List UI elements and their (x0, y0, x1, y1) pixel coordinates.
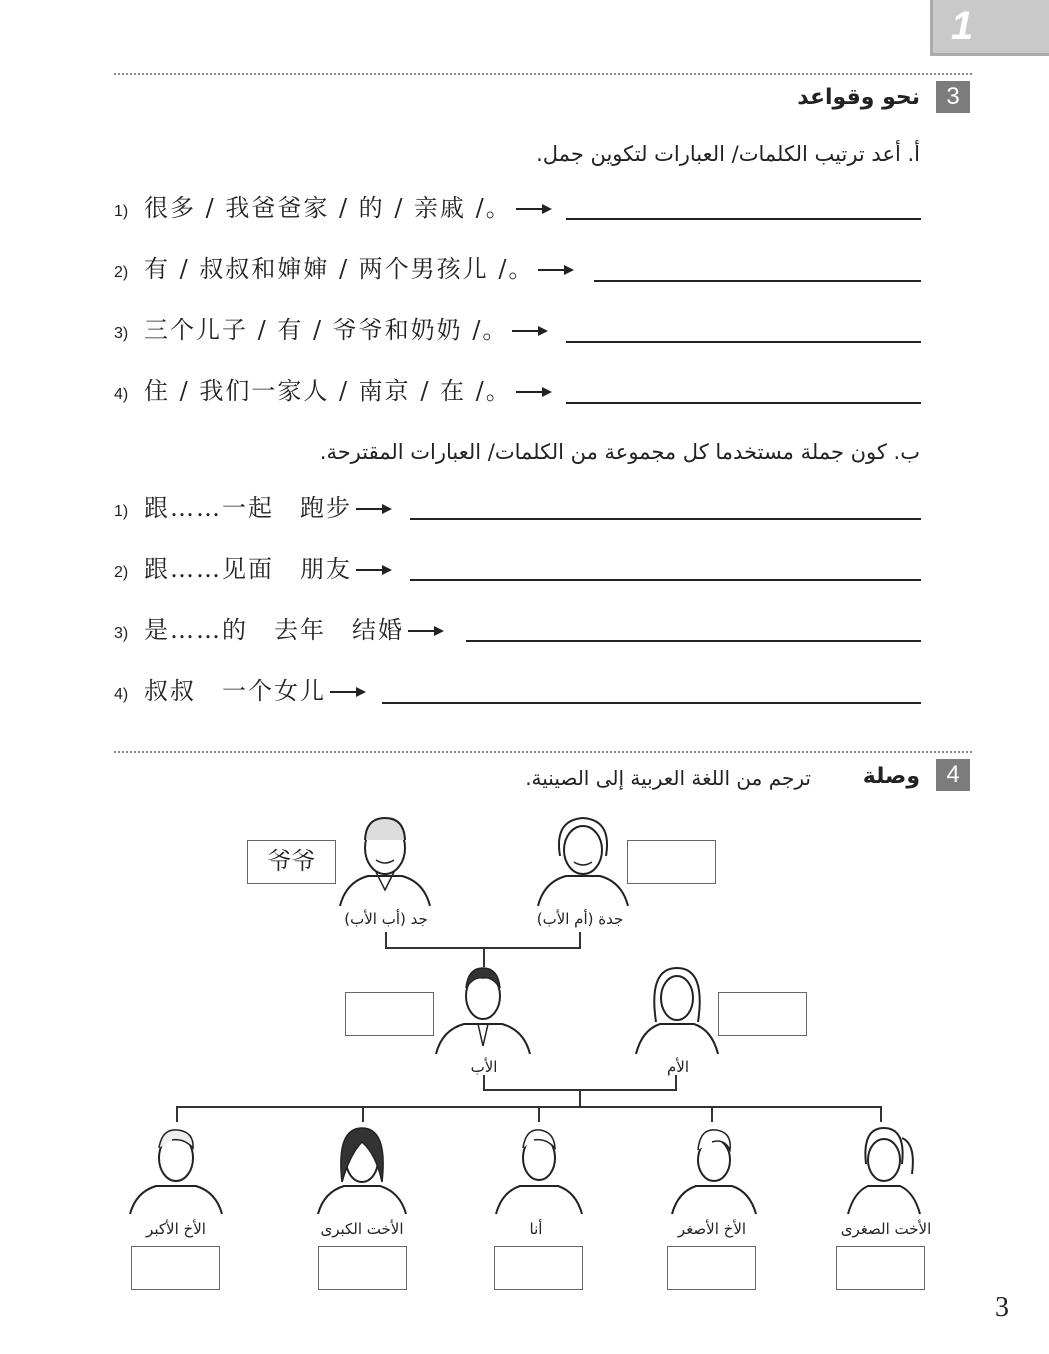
grandfather-illustration (336, 812, 434, 908)
item-number: 1) (114, 203, 129, 220)
father-illustration (434, 962, 532, 1056)
item-text: 有 / 叔叔和婶婶 / 两个男孩儿 /。 (144, 255, 535, 283)
me-illustration (494, 1124, 584, 1216)
tree-line (579, 1089, 581, 1107)
chapter-tab (930, 0, 1049, 56)
part-a-item-2 (114, 249, 572, 289)
tree-line (538, 1106, 540, 1122)
item-text: 三个儿子 / 有 / 爷爷和奶奶 /。 (144, 316, 509, 344)
answer-box-older-brother[interactable] (131, 1246, 220, 1290)
label-grandmother: جدة (أم الأب) (536, 910, 624, 928)
answer-line-a3[interactable] (566, 341, 921, 343)
item-text: 住 / 我们一家人 / 南京 / 在 /。 (144, 377, 512, 405)
answer-box-younger-brother[interactable] (667, 1246, 756, 1290)
label-father: الأب (470, 1058, 498, 1076)
answer-line-b1[interactable] (410, 518, 921, 520)
tree-line (176, 1106, 882, 1108)
label-younger-brother: الأخ الأصغر (677, 1220, 747, 1238)
part-b-item-2 (114, 549, 390, 589)
answer-line-b2[interactable] (410, 579, 921, 581)
older-brother-illustration (128, 1124, 224, 1216)
chapter-number: 1 (951, 4, 974, 48)
item-text: 是……的 去年 结婚 (144, 616, 404, 644)
item-number: 3) (114, 325, 129, 342)
arrow-icon (512, 330, 546, 332)
item-text: 叔叔 一个女儿 (144, 677, 326, 705)
answer-box-grandfather[interactable]: 爷爷 (247, 840, 336, 884)
arrow-icon (538, 269, 572, 271)
arrow-icon (356, 569, 390, 571)
part-a-item-1 (114, 188, 550, 228)
tree-line (880, 1106, 882, 1122)
item-text: 很多 / 我爸爸家 / 的 / 亲戚 /。 (144, 194, 512, 222)
part-b-item-3 (114, 610, 442, 650)
arrow-icon (356, 508, 390, 510)
answer-box-me[interactable] (494, 1246, 583, 1290)
label-me: أنا (529, 1220, 543, 1238)
tree-line (579, 932, 581, 948)
answer-box-father[interactable] (345, 992, 434, 1036)
tree-line (362, 1106, 364, 1122)
answer-line-b4[interactable] (382, 702, 921, 704)
mother-illustration (634, 962, 720, 1056)
answer-line-a1[interactable] (566, 218, 921, 220)
item-number: 4) (114, 386, 129, 403)
section-divider (114, 751, 972, 753)
answer-box-older-sister[interactable] (318, 1246, 407, 1290)
tree-line (385, 932, 387, 948)
label-older-sister: الأخت الكبرى (320, 1220, 404, 1238)
part-a-item-3 (114, 310, 546, 350)
item-number: 1) (114, 503, 129, 520)
part-b-item-4 (114, 671, 364, 711)
section4-instruction: ترجم من اللغة العربية إلى الصينية. (525, 766, 811, 790)
answer-line-b3[interactable] (466, 640, 921, 642)
part-a-instruction: أ. أعد ترتيب الكلمات/ العبارات لتكوين جمل. (536, 142, 920, 166)
label-younger-sister: الأخت الصغرى (840, 1220, 932, 1238)
answer-box-mother[interactable] (718, 992, 807, 1036)
label-grandfather: جد (أب الأب) (344, 910, 428, 928)
answer-line-a4[interactable] (566, 402, 921, 404)
section-divider (114, 73, 972, 75)
part-a-item-4 (114, 371, 550, 411)
arrow-icon (516, 208, 550, 210)
arrow-icon (408, 630, 442, 632)
section4-number: 4 (936, 759, 970, 791)
answer-box-grandmother[interactable] (627, 840, 716, 884)
page-number: 3 (995, 1292, 1009, 1323)
item-number: 2) (114, 264, 129, 281)
older-sister-illustration (316, 1124, 408, 1216)
label-mother: الأم (666, 1058, 689, 1076)
answer-box-younger-sister[interactable] (836, 1246, 925, 1290)
part-b-item-1 (114, 488, 390, 528)
label-older-brother: الأخ الأكبر (146, 1220, 206, 1238)
section4-title: وصلة (862, 764, 920, 789)
arrow-icon (330, 691, 364, 693)
section3-number: 3 (936, 81, 970, 113)
younger-sister-illustration (846, 1124, 922, 1216)
part-b-instruction: ب. كون جملة مستخدما كل مجموعة من الكلمات/ العبارات المقترحة. (319, 440, 920, 464)
tree-line (711, 1106, 713, 1122)
item-text: 跟……见面 朋友 (144, 555, 352, 583)
item-text: 跟……一起 跑步 (144, 494, 352, 522)
item-number: 4) (114, 686, 129, 703)
grandmother-illustration (534, 812, 632, 908)
tree-line (176, 1106, 178, 1122)
section3-title: نحو وقواعد (797, 85, 920, 110)
arrow-icon (516, 391, 550, 393)
younger-brother-illustration (670, 1124, 758, 1216)
answer-line-a2[interactable] (594, 280, 921, 282)
item-number: 3) (114, 625, 129, 642)
item-number: 2) (114, 564, 129, 581)
